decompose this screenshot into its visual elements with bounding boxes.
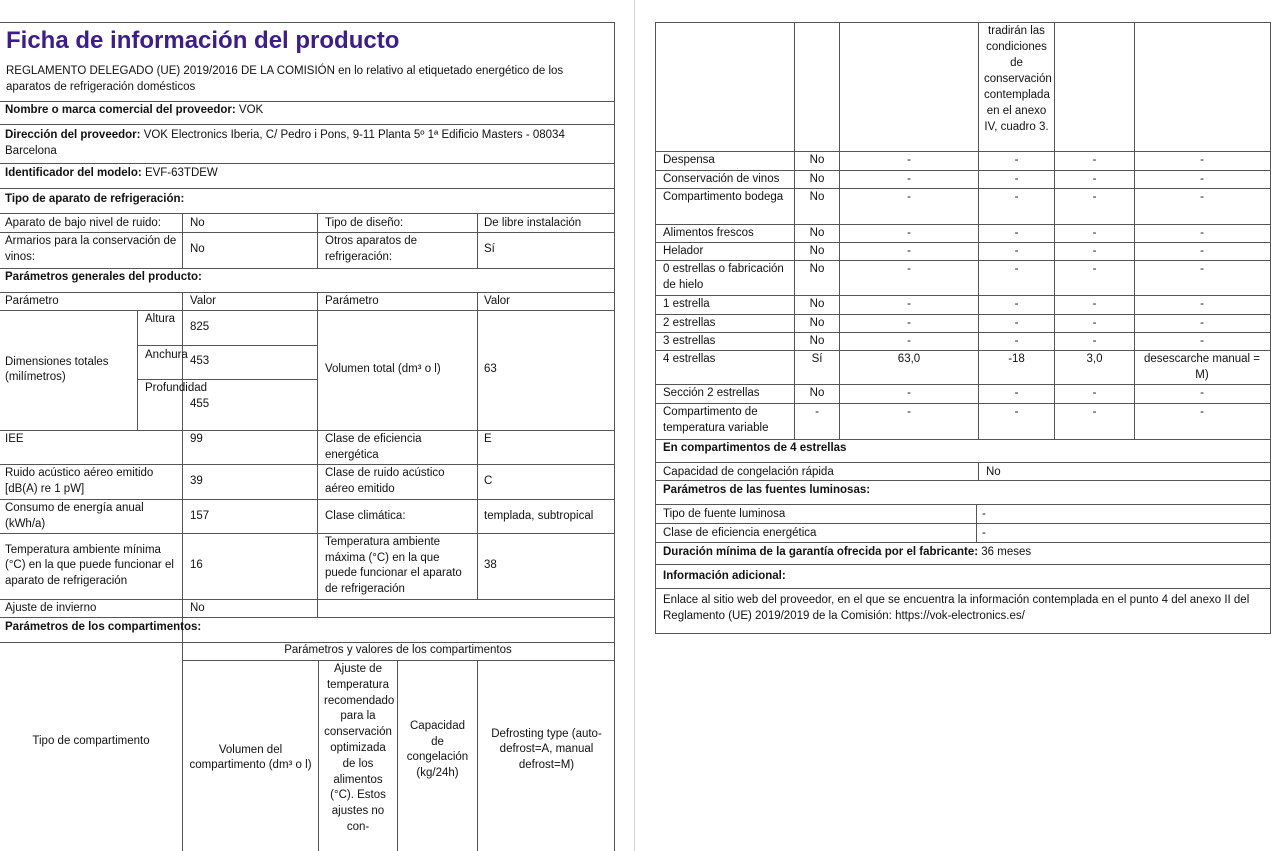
max-temp-value: 38 xyxy=(484,559,497,572)
light-type-value: - xyxy=(982,508,986,520)
compartment-row xyxy=(655,226,1271,242)
compartment-freeze: - xyxy=(1092,298,1097,310)
compartment-temp: - xyxy=(1014,154,1019,166)
comp-defrost-header: Defrosting type (auto-defrost=A, manual defrost=M) xyxy=(491,727,602,771)
dimensions-label: Dimensiones totales (milímetros) xyxy=(5,355,109,383)
left-document-column xyxy=(0,0,615,851)
compartment-present: No xyxy=(809,263,825,275)
max-temp-label: Temperatura ambiente máxima (°C) en la que puede funcionar el aparato de refrigeración xyxy=(325,536,462,595)
eei-label: IEE xyxy=(5,433,24,445)
compartment-row xyxy=(655,352,1271,384)
compartment-row xyxy=(655,297,1271,314)
compartment-defrost: - xyxy=(1200,387,1204,399)
compartment-defrost: - xyxy=(1200,298,1204,310)
param-col-header: Parámetro xyxy=(5,295,59,307)
page-title: Ficha de información del producto xyxy=(6,27,400,54)
model-value: EVF-63TDEW xyxy=(144,167,218,179)
efficiency-class-label: Clase de eficiencia energética xyxy=(325,433,422,461)
compartment-volume: - xyxy=(907,173,911,185)
noise-value: 39 xyxy=(190,475,203,488)
compartment-name: 3 estrellas xyxy=(663,335,716,347)
compartment-name: Sección 2 estrellas xyxy=(663,387,760,399)
param-col-header-2: Parámetro xyxy=(325,295,379,307)
height-value: 825 xyxy=(190,320,210,333)
compartment-temp: - xyxy=(1014,263,1019,275)
low-noise-value: No xyxy=(190,217,205,229)
compartment-row xyxy=(655,262,1271,295)
comp-type-header: Tipo de compartimento xyxy=(32,735,150,748)
comp-temp-header: Ajuste de temperatura recomendado para la conservación optimizada de los alimentos (°C). Estos ajustes no con- xyxy=(324,663,395,833)
compartment-freeze: - xyxy=(1092,191,1097,203)
compartment-present: No xyxy=(809,227,825,239)
total-volume-value: 63 xyxy=(484,363,497,376)
compartment-defrost: - xyxy=(1200,245,1204,257)
min-temp-label: Temperatura ambiente mínima (°C) en la que puede funcionar el aparato de refrigeración xyxy=(5,543,174,587)
compartment-defrost: - xyxy=(1200,317,1204,329)
compartment-freeze: - xyxy=(1092,173,1097,185)
compartment-row xyxy=(655,190,1271,224)
design-type-label: Tipo de diseño: xyxy=(325,217,404,229)
regulation-text: REGLAMENTO DELEGADO (UE) 2019/2016 DE LA COMISIÓN en lo relativo al etiquetado energético de los aparatos de refrigeración domésticos xyxy=(6,65,564,93)
light-class-value: - xyxy=(982,527,986,539)
width-label: Anchura xyxy=(145,349,188,361)
value-col-header: Valor xyxy=(190,295,216,307)
compartment-volume: - xyxy=(907,154,911,166)
compartment-volume: - xyxy=(907,406,911,418)
compartment-present: No xyxy=(809,191,825,203)
compartment-temp: - xyxy=(1014,227,1019,239)
design-type-value: De libre instalación xyxy=(484,217,582,229)
supplier-link-text: Enlace al sitio web del proveedor, en el que se encuentra la información contemplada en el punto 4 del anexo II del Reglamento (UE) 2019/2019 de la Comisión: xyxy=(663,594,1250,622)
supplier-value: VOK xyxy=(238,104,264,116)
supplier-label: Nombre o marca comercial del proveedor: xyxy=(5,104,236,116)
other-appliance-value: Sí xyxy=(484,243,495,256)
compartment-temp: - xyxy=(1014,298,1019,310)
value-col-header-2: Valor xyxy=(484,295,510,307)
wine-cabinet-label: Armarios para la conservación de vinos: xyxy=(5,235,177,263)
compartment-present: No xyxy=(809,387,825,399)
compartment-row xyxy=(655,172,1271,188)
compartment-name: Compartimento de temperatura variable xyxy=(663,406,769,434)
compartment-name: 2 estrellas xyxy=(663,317,716,329)
address-label: Dirección del proveedor: xyxy=(5,129,141,141)
compartment-name: Alimentos frescos xyxy=(663,227,754,239)
compartment-volume: - xyxy=(907,387,911,399)
compartment-defrost: - xyxy=(1200,154,1204,166)
energy-label: Consumo de energía anual (kWh/a) xyxy=(5,502,144,530)
compartment-freeze: - xyxy=(1092,154,1097,166)
compartment-freeze: - xyxy=(1092,406,1097,418)
compartment-present: No xyxy=(809,173,825,185)
eei-value: 99 xyxy=(190,433,203,445)
light-class-label: Clase de eficiencia energética xyxy=(663,527,817,539)
compartment-defrost: - xyxy=(1200,173,1204,185)
compartment-temp: - xyxy=(1014,387,1019,399)
compartment-volume: - xyxy=(907,191,911,203)
compartment-name: Compartimento bodega xyxy=(663,191,784,203)
compartment-freeze: - xyxy=(1092,263,1097,275)
width-value: 453 xyxy=(190,355,210,368)
temp-header-continuation: tradirán las condiciones de conservación contemplada en el anexo IV, cuadro 3. xyxy=(984,25,1052,133)
wine-cabinet-value: No xyxy=(190,243,205,256)
address-value: VOK Electronics Iberia, C/ Pedro i Pons, 9-11 Planta 5º 1ª Edificio Masters - 08034 Barcelona xyxy=(5,129,565,157)
compartment-present: Sí xyxy=(811,353,823,365)
compartment-name: Conservación de vinos xyxy=(663,173,780,185)
efficiency-class-value: E xyxy=(484,433,492,445)
compartment-row xyxy=(655,334,1271,350)
compartment-present: No xyxy=(809,317,825,329)
compartment-temp: - xyxy=(1014,191,1019,203)
compartment-defrost: - xyxy=(1200,335,1204,347)
comp-volume-header: Volumen del compartimento (dm³ o l) xyxy=(189,743,312,771)
compartments-heading: Parámetros de los compartimentos: xyxy=(5,621,202,633)
compartment-temp: - xyxy=(1014,406,1019,418)
comp-freeze-header: Capacidad de congelación (kg/24h) xyxy=(406,720,469,779)
compartment-name: 0 estrellas o fabricación de hielo xyxy=(663,263,784,291)
dimensions-row xyxy=(0,310,615,430)
compartment-present: No xyxy=(809,298,825,310)
compartment-freeze: - xyxy=(1092,387,1097,399)
compartment-volume: - xyxy=(907,263,911,275)
min-temp-value: 16 xyxy=(190,559,203,572)
compartment-volume: - xyxy=(907,298,911,310)
noise-label: Ruido acústico aéreo emitido [dB(A) re 1 pW] xyxy=(5,467,154,495)
page-separator xyxy=(634,0,635,851)
compartment-name: 1 estrella xyxy=(663,298,710,310)
compartment-present: No xyxy=(809,245,825,257)
compartment-volume: - xyxy=(907,335,911,347)
compartment-freeze: - xyxy=(1092,227,1097,239)
noise-class-value: C xyxy=(484,475,493,488)
compartment-defrost: - xyxy=(1200,263,1204,275)
fast-freeze-label: Capacidad de congelación rápida xyxy=(663,466,834,478)
compartment-temp: - xyxy=(1014,317,1019,329)
compartment-params-header: Parámetros y valores de los compartimentos xyxy=(284,644,512,656)
compartment-freeze: 3,0 xyxy=(1086,353,1103,365)
compartment-row xyxy=(655,316,1271,332)
compartment-present: No xyxy=(809,154,825,166)
compartment-name: Despensa xyxy=(663,154,715,166)
compartment-present: - xyxy=(815,406,819,418)
right-document-column xyxy=(655,0,1271,851)
compartment-freeze: - xyxy=(1092,317,1097,329)
depth-label: Profundidad xyxy=(145,382,208,394)
supplier-link[interactable]: https://vok-electronics.es/ xyxy=(895,610,1025,622)
four-star-heading: En compartimentos de 4 estrellas xyxy=(663,442,847,454)
warranty-value: 36 meses xyxy=(981,546,1032,558)
compartment-defrost: - xyxy=(1200,191,1204,203)
compartment-volume: - xyxy=(907,227,911,239)
winter-value: No xyxy=(190,602,205,614)
compartment-name: 4 estrellas xyxy=(663,353,716,365)
compartment-freeze: - xyxy=(1092,335,1097,347)
compartment-temp: -18 xyxy=(1008,353,1025,365)
climate-class-label: Clase climática: xyxy=(325,510,406,523)
energy-value: 157 xyxy=(190,510,210,523)
warranty-label: Duración mínima de la garantía ofrecida por el fabricante: xyxy=(663,546,979,558)
light-type-label: Tipo de fuente luminosa xyxy=(663,508,786,520)
additional-heading: Información adicional: xyxy=(663,570,786,582)
compartment-row xyxy=(655,405,1271,439)
compartment-temp: - xyxy=(1014,245,1019,257)
low-noise-label: Aparato de bajo nivel de ruido: xyxy=(5,217,161,229)
general-params-heading: Parámetros generales del producto: xyxy=(5,271,202,283)
model-label: Identificador del modelo: xyxy=(5,167,142,179)
compartment-defrost: desescarche manual = M) xyxy=(1143,353,1261,381)
compartment-temp: - xyxy=(1014,335,1019,347)
winter-label: Ajuste de invierno xyxy=(5,602,97,614)
compartment-row xyxy=(655,244,1271,260)
climate-class-value: templada, subtropical xyxy=(484,510,594,523)
compartment-volume: - xyxy=(907,317,911,329)
noise-class-label: Clase de ruido acústico aéreo emitido xyxy=(325,467,445,495)
depth-value: 455 xyxy=(190,397,210,410)
compartment-present: No xyxy=(809,335,825,347)
compartment-volume: - xyxy=(907,245,911,257)
compartment-name: Helador xyxy=(663,245,704,257)
fast-freeze-value: No xyxy=(986,466,1001,478)
compartment-temp: - xyxy=(1014,173,1019,185)
height-label: Altura xyxy=(145,313,176,325)
other-appliance-label: Otros aparatos de refrigeración: xyxy=(325,235,418,263)
compartment-defrost: - xyxy=(1200,227,1204,239)
appliance-type-heading: Tipo de aparato de refrigeración: xyxy=(5,193,185,205)
compartment-row xyxy=(655,386,1271,403)
compartment-defrost: - xyxy=(1200,406,1204,418)
light-heading: Parámetros de las fuentes luminosas: xyxy=(663,484,871,496)
total-volume-label: Volumen total (dm³ o l) xyxy=(325,363,441,376)
compartment-row xyxy=(655,153,1271,170)
compartment-volume: 63,0 xyxy=(897,353,921,365)
compartment-freeze: - xyxy=(1092,245,1097,257)
